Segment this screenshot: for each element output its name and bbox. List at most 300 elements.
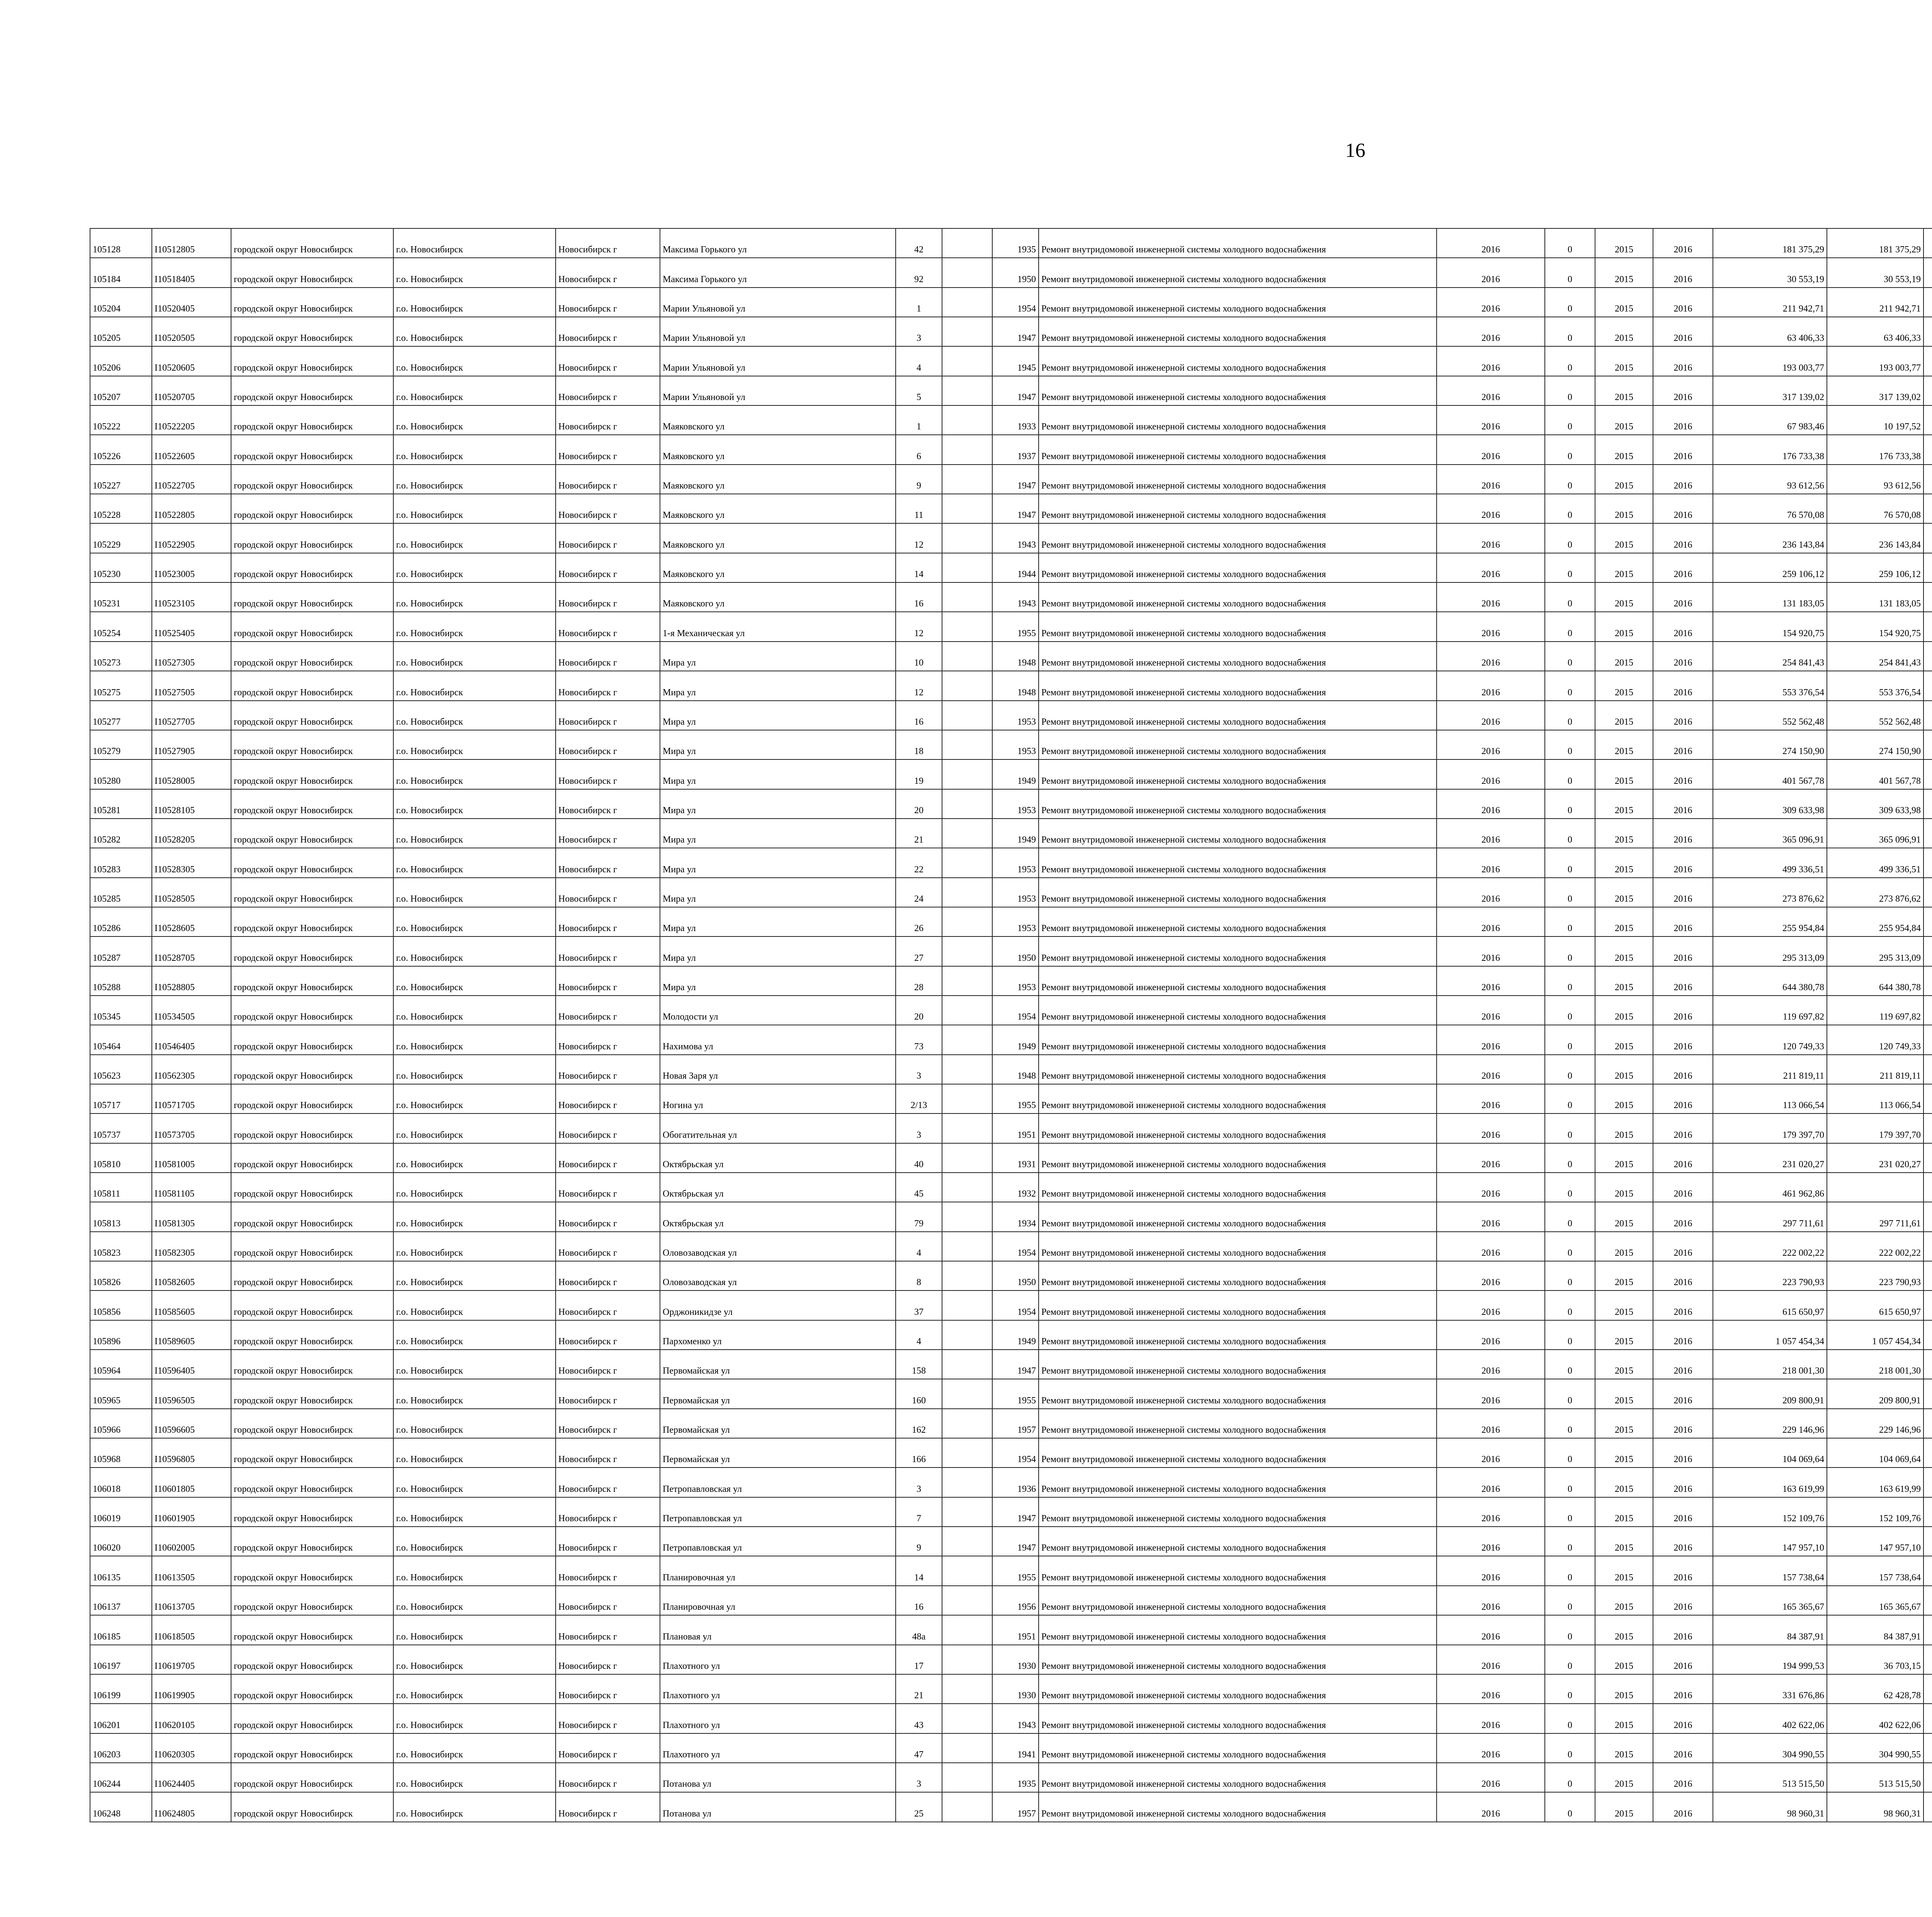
table-cell: 17: [896, 1645, 942, 1674]
table-row: [90, 346, 1932, 376]
table-cell: 104 069,64: [1827, 1438, 1923, 1468]
table-cell: 106201: [90, 1704, 152, 1733]
table-cell: 0: [1545, 730, 1595, 759]
table-cell: 160: [896, 1379, 942, 1408]
table-cell: 120 749,33: [1713, 1025, 1827, 1054]
table-cell: 79: [896, 1202, 942, 1231]
table-cell: 2015: [1595, 730, 1653, 759]
table-cell: г.о. Новосибирск: [393, 907, 556, 936]
table-cell: 105283: [90, 848, 152, 877]
table-cell: 106137: [90, 1586, 152, 1615]
table-cell: городской округ Новосибирск: [231, 789, 393, 819]
table-cell: 1955: [992, 612, 1039, 641]
table-row: [90, 317, 1932, 346]
table-cell: [942, 1261, 992, 1290]
table-cell: г.о. Новосибирск: [393, 494, 556, 523]
table-cell: 1943: [992, 523, 1039, 553]
table-row: [90, 1674, 1932, 1704]
table-cell: 2015: [1595, 1527, 1653, 1556]
table-cell: 0: [1545, 701, 1595, 730]
table-cell: [942, 1733, 992, 1763]
table-cell: I10523005: [152, 553, 231, 582]
table-cell: [1923, 1320, 1932, 1350]
table-cell: 1954: [992, 1232, 1039, 1261]
table-cell: I10527505: [152, 671, 231, 700]
table-cell: Потанова ул: [660, 1763, 896, 1792]
table-row: [90, 671, 1932, 700]
table-cell: [942, 907, 992, 936]
table-cell: 255 954,84: [1827, 907, 1923, 936]
table-cell: Октябрьская ул: [660, 1202, 896, 1231]
table-row: [90, 730, 1932, 759]
table-cell: 2015: [1595, 376, 1653, 405]
table-cell: 297 711,61: [1827, 1202, 1923, 1231]
table-cell: 0: [1545, 1025, 1595, 1054]
table-cell: 1944: [992, 553, 1039, 582]
table-cell: 25: [896, 1792, 942, 1822]
table-cell: 1943: [992, 582, 1039, 612]
table-cell: 2016: [1653, 612, 1713, 641]
table-cell: Оловозаводская ул: [660, 1261, 896, 1290]
table-cell: городской округ Новосибирск: [231, 494, 393, 523]
table-cell: [1923, 701, 1932, 730]
table-row: [90, 1468, 1932, 1497]
table-cell: 98 960,31: [1827, 1792, 1923, 1822]
table-cell: городской округ Новосибирск: [231, 1143, 393, 1173]
table-body: [90, 228, 1932, 1822]
table-cell: Ремонт внутридомовой инженерной системы холодного водоснабжения: [1039, 346, 1437, 376]
table-cell: 105345: [90, 996, 152, 1025]
table-row: [90, 435, 1932, 464]
table-cell: Маяковского ул: [660, 553, 896, 582]
table-cell: 93 612,56: [1827, 465, 1923, 494]
table-cell: Октябрьская ул: [660, 1143, 896, 1173]
table-cell: г.о. Новосибирск: [393, 1113, 556, 1143]
table-cell: Новосибирск г: [556, 228, 660, 258]
table-cell: Новосибирск г: [556, 1320, 660, 1350]
table-cell: городской округ Новосибирск: [231, 612, 393, 641]
table-cell: 19: [896, 759, 942, 789]
table-cell: 105227: [90, 465, 152, 494]
table-cell: I10581005: [152, 1143, 231, 1173]
table-cell: 255 954,84: [1713, 907, 1827, 936]
page-number: 16: [1345, 140, 1366, 162]
table-cell: городской округ Новосибирск: [231, 642, 393, 671]
table-cell: 0: [1545, 966, 1595, 996]
table-cell: [1923, 228, 1932, 258]
table-cell: Ремонт внутридомовой инженерной системы холодного водоснабжения: [1039, 1468, 1437, 1497]
table-cell: 2016: [1653, 1704, 1713, 1733]
table-cell: Плахотного ул: [660, 1733, 896, 1763]
table-cell: 2015: [1595, 1202, 1653, 1231]
table-cell: 2015: [1595, 671, 1653, 700]
table-cell: 0: [1545, 819, 1595, 848]
table-cell: 163 619,99: [1827, 1468, 1923, 1497]
table-cell: Маяковского ул: [660, 582, 896, 612]
table-cell: [1923, 1084, 1932, 1113]
table-cell: 20: [896, 789, 942, 819]
table-cell: 2016: [1437, 1409, 1545, 1438]
table-cell: г.о. Новосибирск: [393, 1025, 556, 1054]
table-cell: [942, 1143, 992, 1173]
table-cell: 2015: [1595, 878, 1653, 907]
table-cell: 16: [896, 1586, 942, 1615]
table-cell: Новосибирск г: [556, 465, 660, 494]
table-cell: [1923, 819, 1932, 848]
table-cell: 2016: [1653, 936, 1713, 966]
table-cell: Новосибирск г: [556, 288, 660, 317]
table-cell: Ремонт внутридомовой инженерной системы холодного водоснабжения: [1039, 582, 1437, 612]
table-cell: I10589605: [152, 1320, 231, 1350]
table-cell: Ремонт внутридомовой инженерной системы холодного водоснабжения: [1039, 671, 1437, 700]
table-cell: 1949: [992, 1320, 1039, 1350]
table-cell: 2015: [1595, 612, 1653, 641]
table-cell: I10596405: [152, 1350, 231, 1379]
table-cell: 2016: [1437, 612, 1545, 641]
table-cell: 1947: [992, 1350, 1039, 1379]
table-cell: 1954: [992, 996, 1039, 1025]
table-cell: городской округ Новосибирск: [231, 996, 393, 1025]
table-cell: 273 876,62: [1827, 878, 1923, 907]
table-cell: 0: [1545, 435, 1595, 464]
table-cell: [942, 819, 992, 848]
table-cell: 105811: [90, 1173, 152, 1202]
table-cell: 2016: [1653, 730, 1713, 759]
table-cell: 6: [896, 435, 942, 464]
table-cell: 2016: [1437, 1586, 1545, 1615]
table-cell: Новосибирск г: [556, 819, 660, 848]
table-cell: городской округ Новосибирск: [231, 1261, 393, 1290]
table-cell: [1923, 789, 1932, 819]
table-cell: Оловозаводская ул: [660, 1232, 896, 1261]
table-cell: г.о. Новосибирск: [393, 405, 556, 435]
table-cell: [942, 1468, 992, 1497]
table-cell: I10613505: [152, 1556, 231, 1585]
table-row: [90, 1556, 1932, 1585]
table-cell: 317 139,02: [1713, 376, 1827, 405]
table-cell: Мира ул: [660, 878, 896, 907]
table-cell: 0: [1545, 1084, 1595, 1113]
table-cell: 2016: [1437, 730, 1545, 759]
table-cell: 2016: [1653, 907, 1713, 936]
table-cell: 12: [896, 612, 942, 641]
table-cell: 1943: [992, 1704, 1039, 1733]
table-cell: [942, 1674, 992, 1704]
table-cell: 297 711,61: [1713, 1202, 1827, 1231]
table-cell: I10562305: [152, 1055, 231, 1084]
table-cell: 152 109,76: [1827, 1497, 1923, 1527]
table-cell: I10528105: [152, 789, 231, 819]
table-cell: [1827, 1173, 1923, 1202]
table-cell: 1947: [992, 1497, 1039, 1527]
table-cell: г.о. Новосибирск: [393, 848, 556, 877]
table-cell: городской округ Новосибирск: [231, 1556, 393, 1585]
table-cell: Ремонт внутридомовой инженерной системы холодного водоснабжения: [1039, 1733, 1437, 1763]
table-cell: 2016: [1653, 1468, 1713, 1497]
table-cell: 105281: [90, 789, 152, 819]
table-cell: 2016: [1437, 1645, 1545, 1674]
table-cell: городской округ Новосибирск: [231, 405, 393, 435]
table-cell: г.о. Новосибирск: [393, 878, 556, 907]
table-cell: [942, 1350, 992, 1379]
table-cell: [1923, 1261, 1932, 1290]
table-cell: [942, 1320, 992, 1350]
table-cell: I10527905: [152, 730, 231, 759]
table-row: [90, 878, 1932, 907]
table-cell: 105286: [90, 907, 152, 936]
table-cell: городской округ Новосибирск: [231, 1733, 393, 1763]
table-cell: 0: [1545, 936, 1595, 966]
table-cell: 1955: [992, 1084, 1039, 1113]
table-cell: городской округ Новосибирск: [231, 1704, 393, 1733]
table-cell: Мира ул: [660, 907, 896, 936]
table-cell: Новосибирск г: [556, 1202, 660, 1231]
table-cell: 0: [1545, 494, 1595, 523]
table-cell: 254 841,43: [1827, 642, 1923, 671]
table-cell: Мира ул: [660, 936, 896, 966]
table-cell: 2016: [1437, 1468, 1545, 1497]
table-cell: 2016: [1437, 1674, 1545, 1704]
table-cell: I10534505: [152, 996, 231, 1025]
table-cell: [942, 1232, 992, 1261]
table-cell: городской округ Новосибирск: [231, 1763, 393, 1792]
table-cell: 309 633,98: [1713, 789, 1827, 819]
table-cell: 1953: [992, 701, 1039, 730]
table-cell: Маяковского ул: [660, 405, 896, 435]
table-row: [90, 1615, 1932, 1645]
table-cell: [1923, 465, 1932, 494]
table-cell: 229 146,96: [1827, 1409, 1923, 1438]
table-cell: 2016: [1653, 1320, 1713, 1350]
table-cell: 73: [896, 1025, 942, 1054]
table-cell: Новосибирск г: [556, 1409, 660, 1438]
table-cell: 402 622,06: [1713, 1704, 1827, 1733]
table-cell: [942, 1084, 992, 1113]
table-cell: 1956: [992, 1586, 1039, 1615]
table-cell: I10528805: [152, 966, 231, 996]
table-cell: Мира ул: [660, 671, 896, 700]
table-cell: 106248: [90, 1792, 152, 1822]
table-row: [90, 1202, 1932, 1231]
table-row: [90, 553, 1932, 582]
table-cell: 1951: [992, 1615, 1039, 1645]
table-cell: 2015: [1595, 1025, 1653, 1054]
table-cell: 513 515,50: [1827, 1763, 1923, 1792]
table-cell: 0: [1545, 1320, 1595, 1350]
table-cell: городской округ Новосибирск: [231, 1320, 393, 1350]
table-cell: г.о. Новосибирск: [393, 1379, 556, 1408]
table-cell: Новосибирск г: [556, 405, 660, 435]
table-cell: 105280: [90, 759, 152, 789]
table-cell: 2015: [1595, 1350, 1653, 1379]
table-cell: городской округ Новосибирск: [231, 1409, 393, 1438]
table-cell: г.о. Новосибирск: [393, 1173, 556, 1202]
table-cell: 2015: [1595, 1232, 1653, 1261]
table-cell: Марии Ульяновой ул: [660, 346, 896, 376]
table-cell: 105896: [90, 1320, 152, 1350]
table-cell: 401 567,78: [1827, 759, 1923, 789]
table-cell: 0: [1545, 1792, 1595, 1822]
table-cell: [942, 1113, 992, 1143]
table-cell: 0: [1545, 405, 1595, 435]
table-row: [90, 1792, 1932, 1822]
table-cell: 162: [896, 1409, 942, 1438]
table-cell: 2016: [1437, 1084, 1545, 1113]
table-cell: 154 920,75: [1827, 612, 1923, 641]
table-cell: г.о. Новосибирск: [393, 258, 556, 287]
table-cell: 105254: [90, 612, 152, 641]
table-cell: Новосибирск г: [556, 1586, 660, 1615]
table-cell: I10620305: [152, 1733, 231, 1763]
table-cell: [1923, 1173, 1932, 1202]
table-row: [90, 966, 1932, 996]
table-cell: 2016: [1437, 582, 1545, 612]
table-cell: 105288: [90, 966, 152, 996]
table-cell: 461 962,86: [1713, 1173, 1827, 1202]
table-cell: Ремонт внутридомовой инженерной системы холодного водоснабжения: [1039, 317, 1437, 346]
table-cell: 9: [896, 465, 942, 494]
table-cell: [1923, 671, 1932, 700]
table-cell: 2016: [1437, 1379, 1545, 1408]
table-cell: 2016: [1653, 966, 1713, 996]
table-cell: 14: [896, 1556, 942, 1585]
table-cell: Ремонт внутридомовой инженерной системы холодного водоснабжения: [1039, 376, 1437, 405]
table-cell: Ремонт внутридомовой инженерной системы холодного водоснабжения: [1039, 1055, 1437, 1084]
table-cell: г.о. Новосибирск: [393, 1143, 556, 1173]
table-cell: Первомайская ул: [660, 1379, 896, 1408]
table-cell: 0: [1545, 258, 1595, 287]
table-cell: I10527705: [152, 701, 231, 730]
table-cell: Ремонт внутридомовой инженерной системы холодного водоснабжения: [1039, 1261, 1437, 1290]
table-cell: 0: [1545, 1261, 1595, 1290]
table-cell: I10619705: [152, 1645, 231, 1674]
table-cell: [1923, 730, 1932, 759]
table-cell: [942, 789, 992, 819]
table-cell: 106185: [90, 1615, 152, 1645]
table-cell: Ремонт внутридомовой инженерной системы холодного водоснабжения: [1039, 848, 1437, 877]
table-cell: 119 697,82: [1713, 996, 1827, 1025]
table-cell: 229 146,96: [1713, 1409, 1827, 1438]
table-cell: [1923, 1232, 1932, 1261]
table-cell: 552 562,48: [1713, 701, 1827, 730]
table-row: [90, 848, 1932, 877]
table-cell: 2016: [1437, 642, 1545, 671]
table-cell: 98 960,31: [1713, 1792, 1827, 1822]
table-cell: Мира ул: [660, 701, 896, 730]
table-cell: [942, 730, 992, 759]
table-cell: 1950: [992, 258, 1039, 287]
table-cell: Ремонт внутридомовой инженерной системы холодного водоснабжения: [1039, 288, 1437, 317]
table-cell: [1923, 317, 1932, 346]
table-cell: 2016: [1653, 1645, 1713, 1674]
table-cell: [1923, 435, 1932, 464]
table-cell: 105128: [90, 228, 152, 258]
table-cell: Первомайская ул: [660, 1409, 896, 1438]
table-cell: городской округ Новосибирск: [231, 1232, 393, 1261]
table-cell: 236 143,84: [1827, 523, 1923, 553]
table-cell: Планировочная ул: [660, 1586, 896, 1615]
table-cell: 274 150,90: [1827, 730, 1923, 759]
table-cell: 1951: [992, 1113, 1039, 1143]
table-cell: 106197: [90, 1645, 152, 1674]
table-cell: 113 066,54: [1713, 1084, 1827, 1113]
table-cell: 1: [896, 405, 942, 435]
table-cell: 2016: [1437, 465, 1545, 494]
table-cell: Петропавловская ул: [660, 1497, 896, 1527]
table-cell: 2015: [1595, 346, 1653, 376]
table-cell: [1923, 405, 1932, 435]
table-cell: 2016: [1437, 1290, 1545, 1320]
table-cell: Мира ул: [660, 642, 896, 671]
table-cell: 1954: [992, 288, 1039, 317]
table-cell: Ремонт внутридомовой инженерной системы холодного водоснабжения: [1039, 465, 1437, 494]
table-cell: 0: [1545, 848, 1595, 877]
table-cell: 166: [896, 1438, 942, 1468]
table-cell: [942, 671, 992, 700]
table-cell: 1930: [992, 1645, 1039, 1674]
table-cell: г.о. Новосибирск: [393, 1084, 556, 1113]
table-cell: городской округ Новосибирск: [231, 1438, 393, 1468]
table-cell: 2016: [1653, 228, 1713, 258]
table-cell: [1923, 1468, 1932, 1497]
table-cell: 2016: [1437, 789, 1545, 819]
table-cell: 105623: [90, 1055, 152, 1084]
table-row: [90, 1497, 1932, 1527]
table-cell: Ремонт внутридомовой инженерной системы холодного водоснабжения: [1039, 878, 1437, 907]
table-cell: [1923, 553, 1932, 582]
table-row: [90, 1143, 1932, 1173]
table-cell: г.о. Новосибирск: [393, 582, 556, 612]
table-cell: Новосибирск г: [556, 1497, 660, 1527]
table-cell: Ремонт внутридомовой инженерной системы холодного водоснабжения: [1039, 907, 1437, 936]
table-cell: 104 069,64: [1713, 1438, 1827, 1468]
table-cell: Новосибирск г: [556, 1350, 660, 1379]
table-row: [90, 612, 1932, 641]
table-cell: 513 515,50: [1713, 1763, 1827, 1792]
table-cell: 36 703,15: [1827, 1645, 1923, 1674]
table-cell: г.о. Новосибирск: [393, 671, 556, 700]
table-cell: 152 109,76: [1713, 1497, 1827, 1527]
table-cell: 2015: [1595, 759, 1653, 789]
table-cell: 211 942,71: [1713, 288, 1827, 317]
table-cell: Новосибирск г: [556, 759, 660, 789]
table-cell: 2016: [1437, 228, 1545, 258]
table-cell: [942, 759, 992, 789]
table-cell: Ремонт внутридомовой инженерной системы холодного водоснабжения: [1039, 1556, 1437, 1585]
table-cell: 1950: [992, 1261, 1039, 1290]
table-cell: 2015: [1595, 848, 1653, 877]
table-cell: г.о. Новосибирск: [393, 435, 556, 464]
table-row: [90, 907, 1932, 936]
table-row: [90, 1438, 1932, 1468]
table-cell: Ногина ул: [660, 1084, 896, 1113]
table-cell: 2015: [1595, 1497, 1653, 1527]
table-cell: 2015: [1595, 1556, 1653, 1585]
table-cell: Марии Ульяновой ул: [660, 317, 896, 346]
table-cell: 0: [1545, 1763, 1595, 1792]
table-cell: г.о. Новосибирск: [393, 701, 556, 730]
table-cell: 1949: [992, 759, 1039, 789]
table-cell: городской округ Новосибирск: [231, 1084, 393, 1113]
table-cell: 304 990,55: [1713, 1733, 1827, 1763]
table-row: [90, 701, 1932, 730]
table-cell: 106199: [90, 1674, 152, 1704]
table-cell: 105282: [90, 819, 152, 848]
table-cell: 1948: [992, 1055, 1039, 1084]
table-cell: Мира ул: [660, 789, 896, 819]
table-cell: Новосибирск г: [556, 1615, 660, 1645]
table-cell: г.о. Новосибирск: [393, 789, 556, 819]
